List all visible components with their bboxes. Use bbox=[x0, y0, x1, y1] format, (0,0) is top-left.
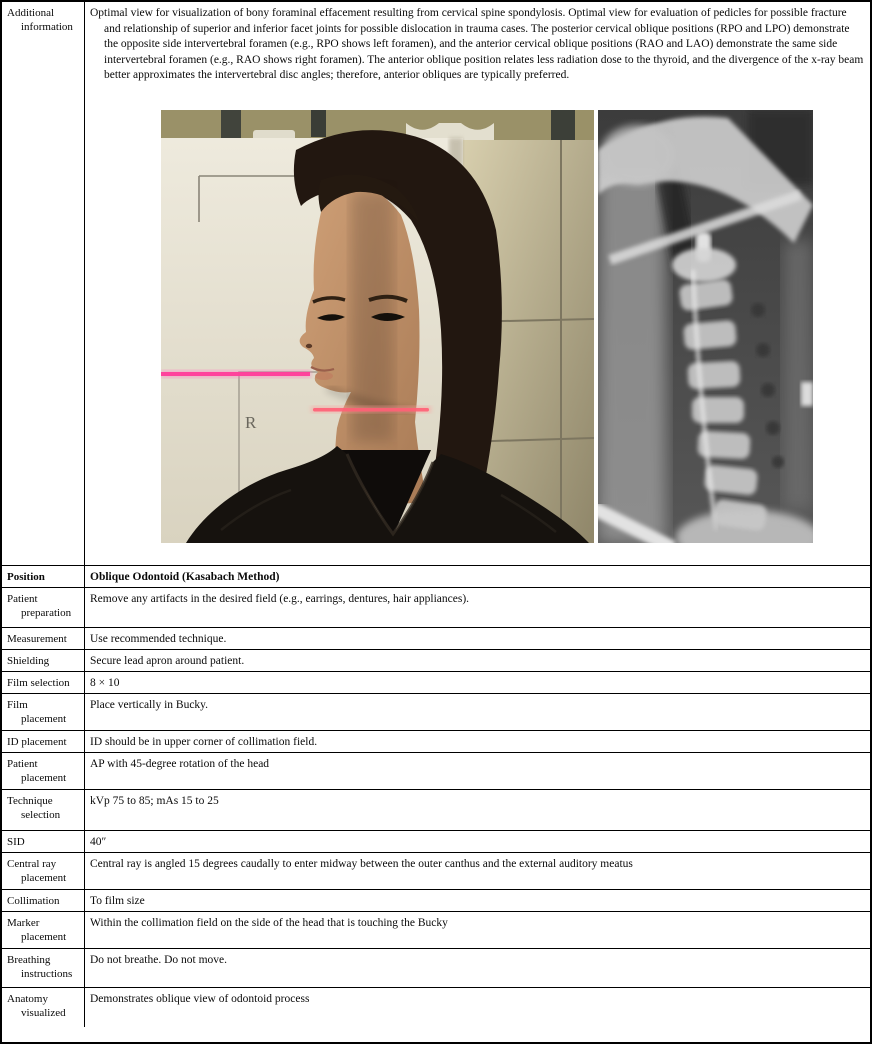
row-label: Technique selection bbox=[2, 790, 85, 830]
table-row bbox=[2, 693, 870, 730]
row-value: Demonstrates oblique view of odontoid process bbox=[90, 993, 310, 1005]
table-row bbox=[2, 948, 870, 987]
row-value: Oblique Odontoid (Kasabach Method) bbox=[90, 571, 280, 583]
row-value: 40″ bbox=[90, 836, 107, 848]
table-row bbox=[2, 730, 870, 752]
table-row bbox=[2, 2, 870, 565]
xray-image bbox=[598, 110, 813, 543]
row-value: Do not breathe. Do not move. bbox=[90, 954, 228, 966]
table-row bbox=[2, 587, 870, 627]
row-value: Place vertically in Bucky. bbox=[90, 699, 209, 711]
table-row bbox=[2, 987, 870, 1027]
row-label: Film placement bbox=[2, 694, 85, 730]
row-value: ID should be in upper corner of collimation field. bbox=[90, 736, 318, 748]
row-label: Breathing instructions bbox=[2, 949, 85, 987]
row-label: Marker placement bbox=[2, 912, 85, 948]
row-label: Measurement bbox=[2, 628, 85, 649]
row-label: ID placement bbox=[2, 731, 85, 752]
nostril bbox=[306, 343, 312, 347]
table-row bbox=[2, 752, 870, 789]
table-row bbox=[2, 830, 870, 852]
table-row bbox=[2, 671, 870, 693]
table-row bbox=[2, 889, 870, 911]
right-marker-label: R bbox=[245, 412, 257, 432]
row-value: To film size bbox=[90, 895, 145, 907]
row-value: Secure lead apron around patient. bbox=[90, 655, 245, 667]
row-value: Central ray is angled 15 degrees caudally to enter midway between the outer canthus and the external auditory meatus bbox=[90, 858, 633, 870]
row-label: Collimation bbox=[2, 890, 85, 911]
row-label: Additional information bbox=[2, 2, 85, 565]
row-value: kVp 75 to 85; mAs 15 to 25 bbox=[90, 795, 219, 807]
row-value: Remove any artifacts in the desired field (e.g., earrings, dentures, hair appliances). bbox=[90, 593, 470, 605]
positioning-laser-line bbox=[161, 370, 311, 378]
additional-information-text: Optimal view for visualization of bony foraminal effacement resulting from cervical spine spondylosis. Optimal view for evaluation of pedicles for possible fracture and relationship of superior and inferior facet joints for possible dislocation in trauma cases. The posterior cervical oblique positions (RPO and LPO) demonstrate the opposite side intervertebral foramen (e.g., RPO shows left foramen), and the anterior cervical oblique positions (RAO and LAO) demonstrate the same side intervertebral foramen (e.g., RAO shows right foramen). The anterior oblique position relates less radiation dose to the thyroid, and the divergence of the x-ray beam better approximates the intervertebral disc angles; therefore, anterior obliques are typically preferred. bbox=[90, 7, 864, 82]
neck-laser-line bbox=[311, 406, 431, 413]
row-value: AP with 45-degree rotation of the head bbox=[90, 758, 270, 770]
row-label: Film selection bbox=[2, 672, 85, 693]
row-value: Use recommended technique. bbox=[90, 633, 227, 645]
row-label: Position bbox=[2, 566, 85, 587]
row-value: 8 × 10 bbox=[90, 677, 120, 689]
table-row bbox=[2, 565, 870, 587]
row-label: Patient preparation bbox=[2, 588, 85, 627]
table-row bbox=[2, 911, 870, 948]
row-label: Central ray placement bbox=[2, 853, 85, 889]
row-value bbox=[85, 2, 870, 565]
table-row bbox=[2, 627, 870, 649]
row-label: Shielding bbox=[2, 650, 85, 671]
figure-strip bbox=[161, 110, 864, 543]
table-row bbox=[2, 852, 870, 889]
row-label: Anatomy visualized bbox=[2, 988, 85, 1027]
table-row bbox=[2, 649, 870, 671]
table-row bbox=[2, 789, 870, 830]
row-label: Patient placement bbox=[2, 753, 85, 789]
patient-photo bbox=[161, 110, 594, 543]
row-label: SID bbox=[2, 831, 85, 852]
row-value: Within the collimation field on the side of the head that is touching the Bucky bbox=[90, 917, 448, 929]
